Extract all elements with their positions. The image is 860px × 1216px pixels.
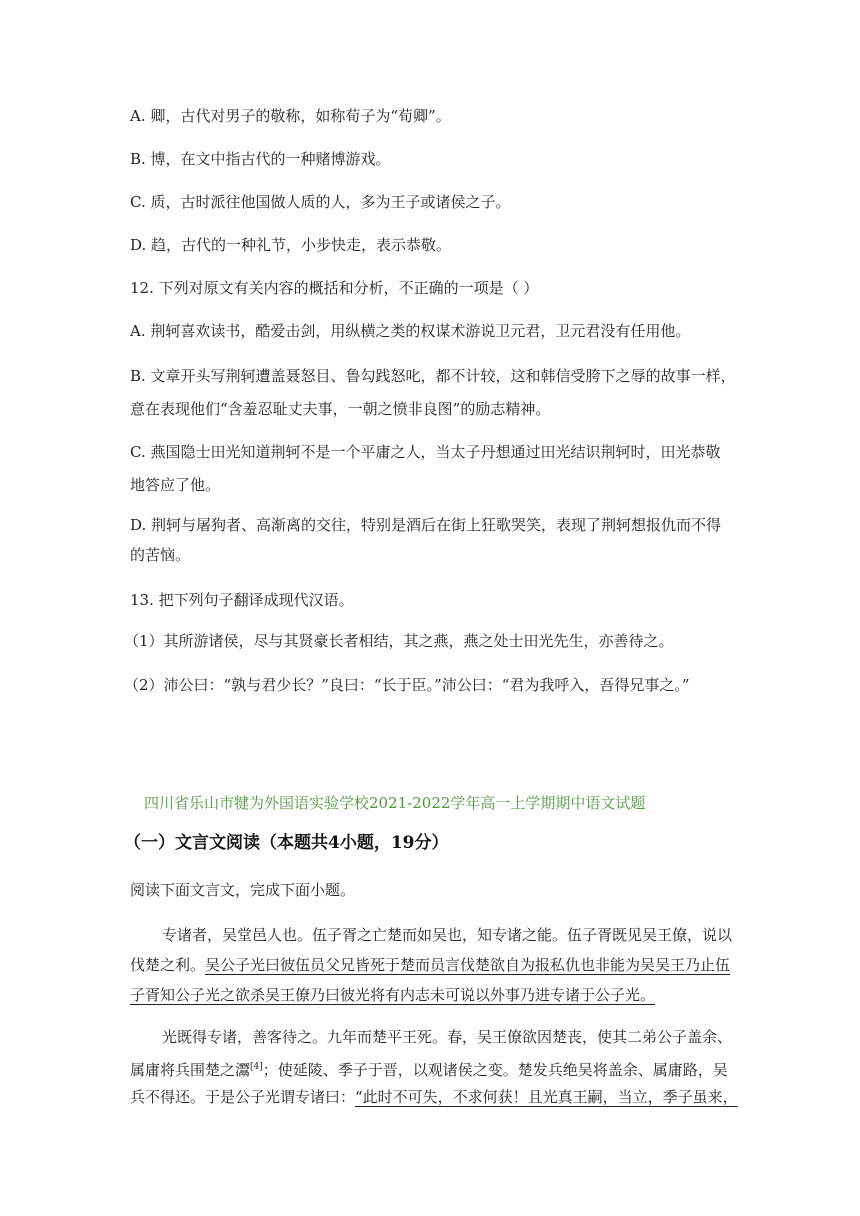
footnote-marker: [4] <box>250 1062 263 1072</box>
option-a-q11: A. 卿，古代对男子的敬称，如称荀子为“荀卿”。 <box>130 107 451 125</box>
passage-p1-line2 <box>130 955 730 975</box>
question-13-stem: 13. 把下列句子翻译成现代汉语。 <box>130 591 354 609</box>
translate-sentence-1: （1）其所游诸侯，尽与其贤豪长者相结，其之燕，燕之处士田光先生，亦善待之。 <box>124 632 674 650</box>
question-12-stem: 12. 下列对原文有关内容的概括和分析，不正确的一项是（ ） <box>130 279 539 297</box>
source-title: 四川省乐山市犍为外国语实验学校2021-2022学年高一上学期期中语文试题 <box>144 794 646 812</box>
option-b-q11: B. 博，在文中指古代的一种赌博游戏。 <box>130 150 391 168</box>
passage-p2-line3-plain: 兵不得还。于是公子光谓专诸曰： <box>130 1088 356 1106</box>
passage-p2-line1: 光既得专诸，善客待之。九年而楚平王死。春，吴王僚欲因楚丧，使其二弟公子盖余、 <box>162 1028 733 1046</box>
option-b-q12-line2: 意在表现他们“含羞忍耻丈夫事，一朝之愤非良图”的励志精神。 <box>130 400 551 418</box>
option-d-q11: D. 趋，古代的一种礼节，小步快走，表示恭敬。 <box>130 236 452 254</box>
passage-p2-line3-underlined: “此时不可失，不求何获！且光真王嗣，当立，季子虽来， <box>355 1088 738 1106</box>
option-d-q12-line2: 的苦恼。 <box>130 546 191 564</box>
passage-p1-line3-underlined: 子胥知公子光之欲杀吴王僚乃曰彼光将有内志未可说以外事乃进专诸于公子光。 <box>130 986 656 1004</box>
option-a-q12: A. 荆轲喜欢读书，酷爱击剑，用纵横之类的权谋术游说卫元君，卫元君没有任用他。 <box>130 322 691 340</box>
option-c-q12-line2: 地答应了他。 <box>130 476 221 494</box>
translate-sentence-2: （2）沛公曰：“孰与君少长？”良曰：“长于臣。”沛公曰：“君为我呼入，吾得兄事之。” <box>124 676 690 694</box>
option-c-q12-line1: C. 燕国隐士田光知道荆轲不是一个平庸之人，当太子丹想通过田光结识荆轲时，田光恭敬 <box>130 443 721 461</box>
passage-p2-line2 <box>130 1057 728 1080</box>
section-heading: （一）文言文阅读（本题共4小题，19分） <box>124 833 449 853</box>
option-d-q12-line1: D. 荆轲与屠狗者、高渐离的交往，特别是酒后在街上狂歌哭笑，表现了荆轲想报仇而不得 <box>130 516 722 534</box>
passage-p1-line1: 专诸者，吴堂邑人也。伍子胥之亡楚而如吴也，知专诸之能。伍子胥既见吴王僚，说以 <box>162 926 733 944</box>
option-b-q12-line1: B. 文章开头写荆轲遭盖聂怒目、鲁勾践怒叱，都不计较，这和韩信受胯下之辱的故事一样， <box>130 367 736 385</box>
passage-p2-line2-part1: 属庸将兵围楚之灊 <box>130 1061 251 1079</box>
passage-p2-line2-part2: ；使延陵、季子于晋，以观诸侯之变。楚发兵绝吴将盖余、属庸路，吴 <box>262 1061 728 1079</box>
option-c-q11: C. 质，古时派往他国做人质的人，多为王子或诸侯之子。 <box>130 193 511 211</box>
passage-p2-line3 <box>130 1087 738 1107</box>
reading-instruction: 阅读下面文言文，完成下面小题。 <box>130 881 356 899</box>
passage-p1-line2-plain: 伐楚之利。 <box>130 956 206 974</box>
passage-p1-line2-underlined: 吴公子光曰彼伍员父兄皆死于楚而员言伐楚欲自为报私仇也非能为吴吴王乃止伍 <box>205 956 731 974</box>
